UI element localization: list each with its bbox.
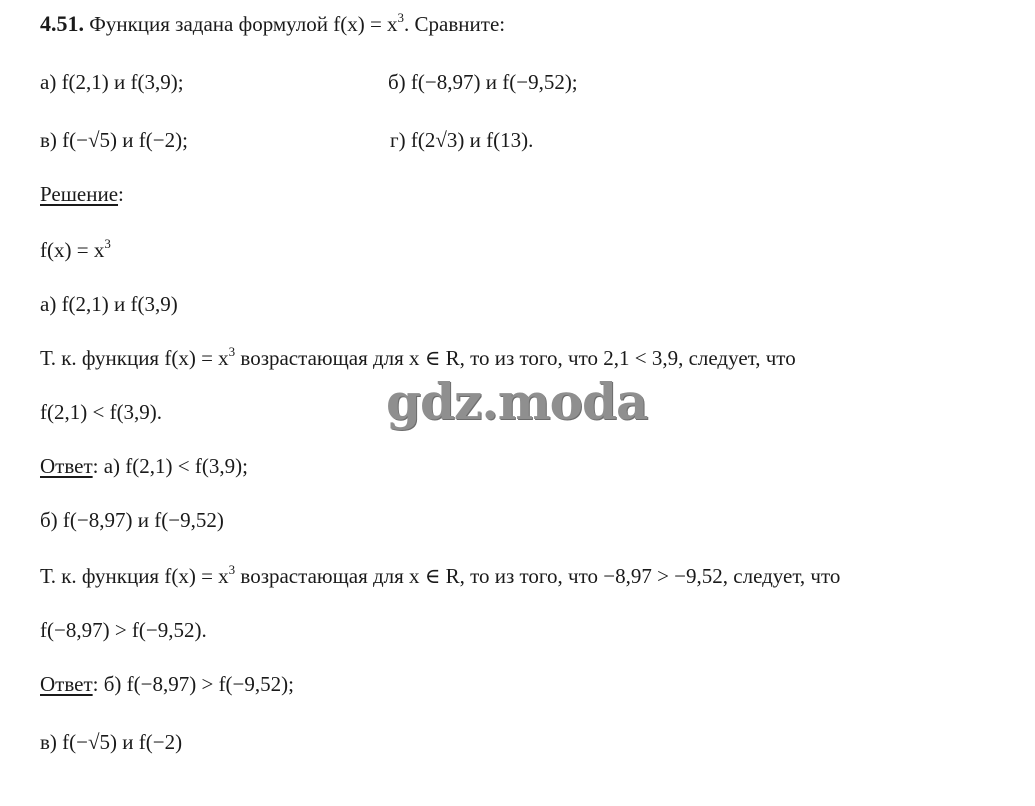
part-v-heading: в) f(−√5) и f(−2) (40, 730, 183, 754)
part-a-explanation (40, 346, 796, 370)
answer-a-text: : а) f(2,1) < f(3,9); (92, 454, 248, 478)
part-b-text-end: возрастающая для x ∈ R, то из того, что −8,97 > −9,52, следует, что (235, 564, 841, 588)
solution-colon: : (118, 182, 124, 206)
answer-b (40, 672, 294, 696)
task-a: а) f(2,1) и f(3,9); (40, 70, 184, 94)
problem-statement-exponent: 3 (397, 10, 405, 25)
part-b-conclusion: f(−8,97) > f(−9,52). (40, 618, 207, 642)
part-a-text-end: возрастающая для x ∈ R, то из того, что 2,1 < 3,9, следует, что (235, 346, 796, 370)
problem-statement: Функция задана формулой f(x) = x (89, 12, 398, 36)
answer-a-label: Ответ (40, 454, 93, 478)
part-a-heading: а) f(2,1) и f(3,9) (40, 292, 178, 316)
problem-number: 4.51. (40, 11, 84, 36)
part-a-exponent: 3 (228, 344, 236, 359)
answer-a (40, 454, 248, 478)
problem-statement-end: . Сравните: (404, 12, 506, 36)
task-v: в) f(−√5) и f(−2); (40, 128, 188, 152)
formula-exponent: 3 (104, 236, 111, 251)
answer-b-label: Ответ (40, 672, 93, 696)
part-b-text: Т. к. функция f(x) = x (40, 564, 229, 588)
formula-text: f(x) = x (40, 238, 105, 262)
part-b-explanation (40, 564, 840, 588)
solution-heading (40, 182, 124, 206)
answer-b-text: : б) f(−8,97) > f(−9,52); (92, 672, 294, 696)
solution-label: Решение (40, 182, 119, 206)
part-b-exponent: 3 (228, 562, 236, 577)
task-g: г) f(2√3) и f(13). (390, 128, 534, 152)
task-b: б) f(−8,97) и f(−9,52); (388, 70, 578, 94)
part-a-conclusion: f(2,1) < f(3,9). (40, 400, 163, 424)
watermark-logo: gdz.moda (386, 372, 648, 431)
problem-header (40, 12, 505, 36)
solution-formula (40, 238, 111, 262)
part-a-text: Т. к. функция f(x) = x (40, 346, 229, 370)
part-b-heading: б) f(−8,97) и f(−9,52) (40, 508, 224, 532)
